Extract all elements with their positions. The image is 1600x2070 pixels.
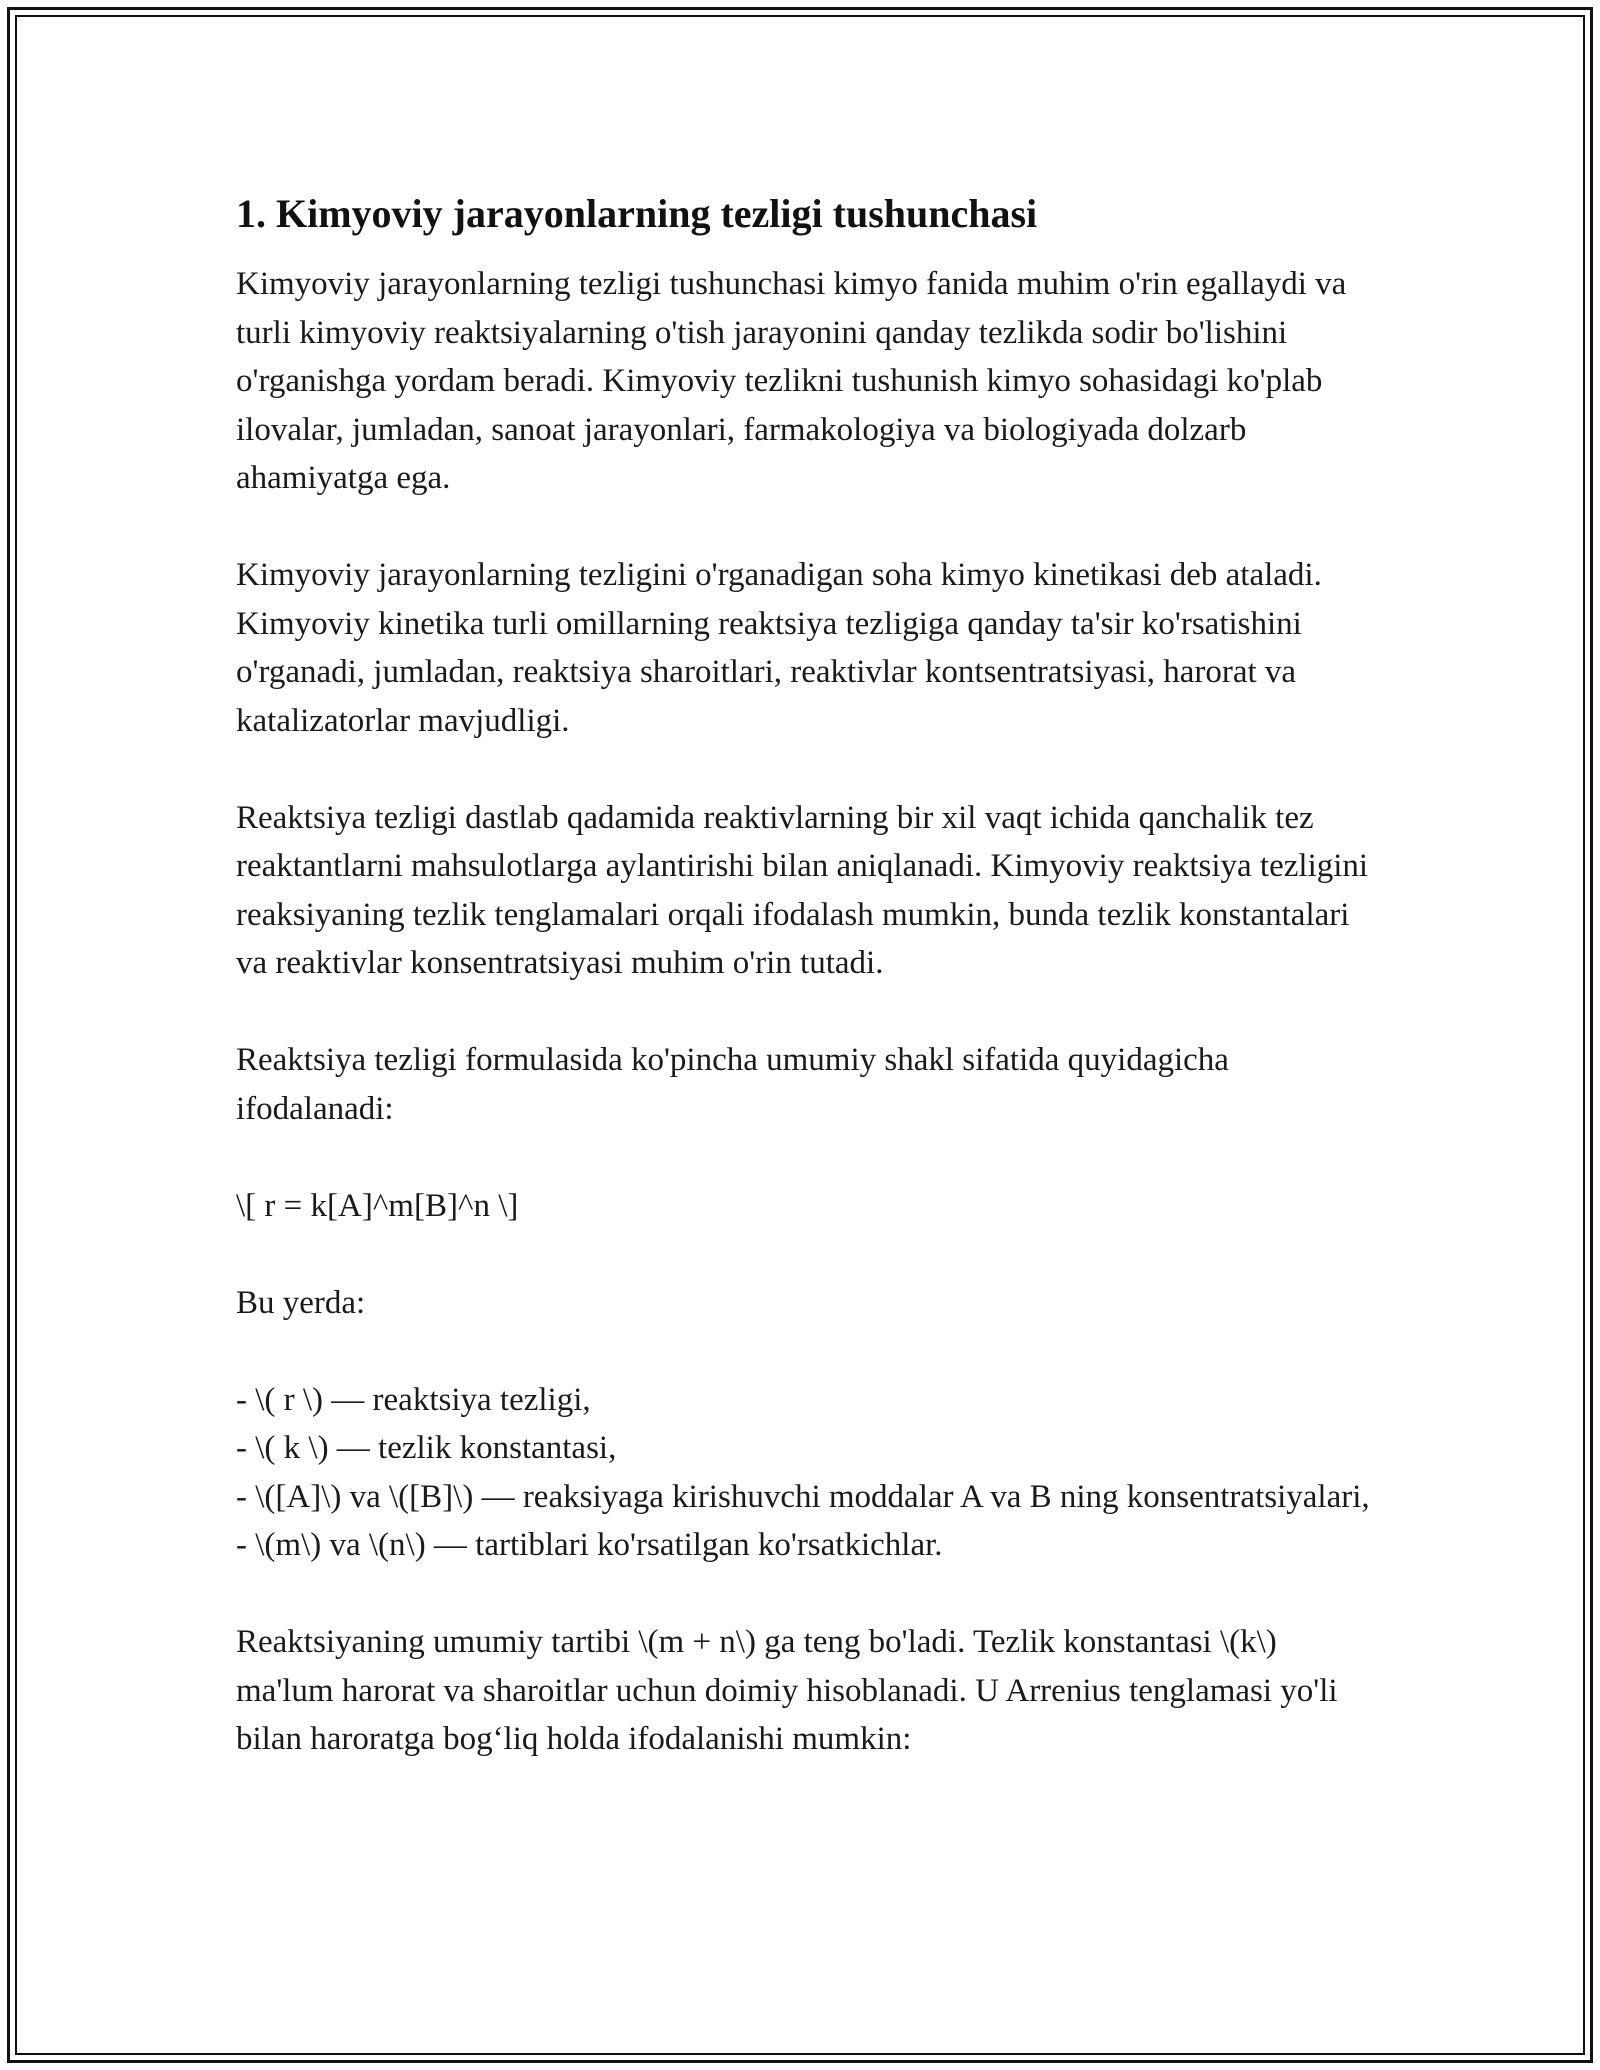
document-body bbox=[236, 190, 1376, 1812]
definitions-list bbox=[236, 1376, 1376, 1570]
definition-item: - \( k \) — tezlik konstantasi, bbox=[236, 1430, 617, 1466]
section-heading: 1. Kimyoviy jarayonlarning tezligi tushunchasi bbox=[236, 191, 1038, 236]
paragraph-kinetics: Kimyoviy jarayonlarning tezligini o'rganadigan soha kimyo kinetikasi deb ataladi. Kimyoviy kinetika turli omillarning reaktsiya tezligiga qanday ta'sir ko'rsatishini o'rganadi, jumladan, reaktsiya sharoitlari, reaktivlar kontsentratsiyasi, harorat va katalizatorlar mavjudligi. bbox=[236, 557, 1322, 739]
paragraph-intro: Kimyoviy jarayonlarning tezligi tushunchasi kimyo fanida muhim o'rin egallaydi va turli kimyoviy reaktsiyalarning o'tish jarayonini qanday tezlikda sodir bo'lishini o'rganishga yordam beradi. Kimyoviy tezlikni tushunish kimyo sohasidagi ko'plab ilovalar, jumladan, sanoat jarayonlari, farmakologiya va biologiyada dolzarb ahamiyatga ega. bbox=[236, 266, 1347, 496]
definition-item: - \(m\) va \(n\) — tartiblari ko'rsatilgan ko'rsatkichlar. bbox=[236, 1527, 943, 1563]
paragraph-formula-intro: Reaktsiya tezligi formulasida ko'pincha umumiy shakl sifatida quyidagicha ifodalanadi: bbox=[236, 1042, 1229, 1127]
where-label: Bu yerda: bbox=[236, 1284, 366, 1321]
paragraph-closing: Reaktsiyaning umumiy tartibi \(m + n\) ga teng bo'ladi. Tezlik konstantasi \(k\) ma'lum harorat va sharoitlar uchun doimiy hisoblanadi. U Arrenius tenglamasi yo'li bilan haroratga bog‘liq holda ifodalanishi mumkin: bbox=[236, 1624, 1338, 1757]
definition-item: - \( r \) — reaktsiya tezligi, bbox=[236, 1381, 591, 1418]
paragraph-rate-definition: Reaktsiya tezligi dastlab qadamida reaktivlarning bir xil vaqt ichida qanchalik tez reaktantlarni mahsulotlarga aylantirishi bilan aniqlanadi. Kimyoviy reaktsiya tezligini reaksiyaning tezlik tenglamalari orqali ifodalash mumkin, bunda tezlik konstantalari va reaktivlar konsentratsiyasi muhim o'rin tutadi. bbox=[236, 799, 1369, 981]
definition-item: - \([A]\) va \([B]\) — reaksiyaga kirishuvchi moddalar A va B ning konsentratsiyalari, bbox=[236, 1478, 1370, 1515]
rate-formula: \[ r = k[A]^m[B]^n \] bbox=[236, 1187, 519, 1224]
